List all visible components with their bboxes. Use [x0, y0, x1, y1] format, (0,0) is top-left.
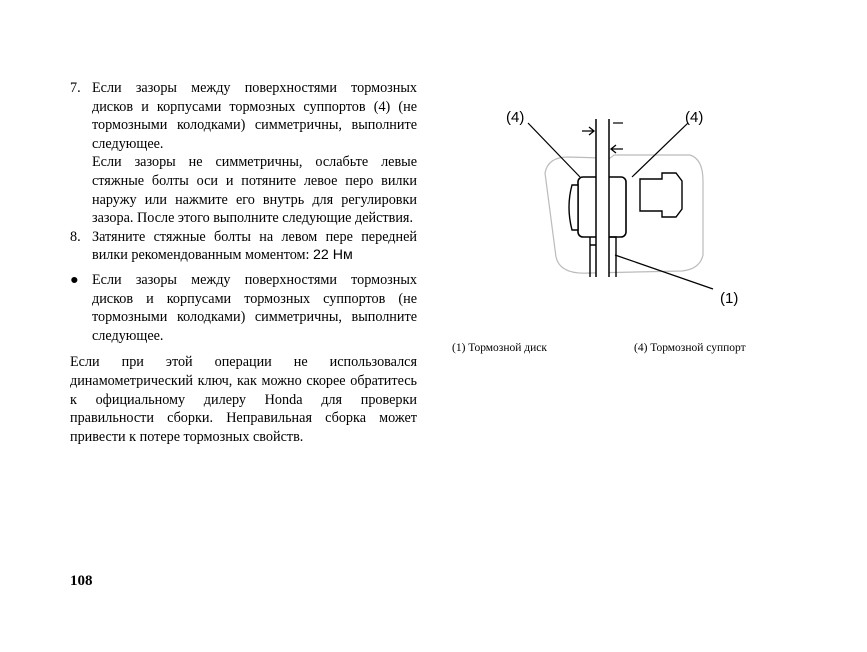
step-paragraph: Затяните стяжные болты на левом пере передней вилки рекомендованным моментом:	[92, 228, 417, 264]
warning-paragraph: Если при этой операции не использовался динамометрический ключ, как можно скорее обратитесь к официальному дилеру Honda для проверки правильности сборки. Неправильная сборка может привести к потере тормозных свойств.	[70, 354, 417, 445]
bullet-item	[70, 271, 417, 345]
step-number: 8.	[70, 228, 81, 245]
page-number: 108	[70, 573, 93, 589]
step-paragraph: Если зазоры между поверхностями тормозных дисков и корпусами тормозных суппортов (4) (не тормозными колодками) симметричны, выполните следующее.	[92, 80, 417, 152]
caliper-bracket-right	[609, 237, 616, 277]
text-column	[70, 79, 417, 446]
caliper-left-side	[569, 185, 578, 230]
leader-left	[528, 123, 580, 177]
step-8	[70, 228, 417, 265]
label-caliper-right: (4)	[685, 109, 704, 126]
leader-right	[632, 123, 688, 177]
bullet-icon: ●	[70, 271, 79, 288]
caption-caliper: (4) Тормозной суппорт	[634, 342, 746, 354]
axle	[640, 173, 682, 217]
bullet-text: Если зазоры между поверхностями тормозных дисков и корпусами тормозных суппортов (не тормозными колодками) симметричны, выполните следующее.	[92, 271, 417, 344]
caliper-bracket	[590, 237, 596, 277]
step-number: 7.	[70, 80, 81, 96]
caption-disc: (1) Тормозной диск	[452, 342, 547, 354]
brake-disc-area	[596, 119, 609, 277]
step-7	[70, 79, 417, 228]
step-paragraph: Если зазоры не симметричны, ослабьте левые стяжные болты оси и потяните левое перо вилки наружу или нажмите его внутрь для регулировки зазора. После этого выполните следующие действия.	[92, 154, 417, 227]
gap-arrow-right	[611, 145, 623, 153]
gap-arrow-left	[582, 127, 594, 135]
label-caliper-left: (4)	[506, 109, 525, 126]
torque-value: 22 Нм	[313, 247, 353, 264]
label-disc: (1)	[720, 290, 739, 307]
brake-caliper-diagram	[420, 95, 750, 315]
